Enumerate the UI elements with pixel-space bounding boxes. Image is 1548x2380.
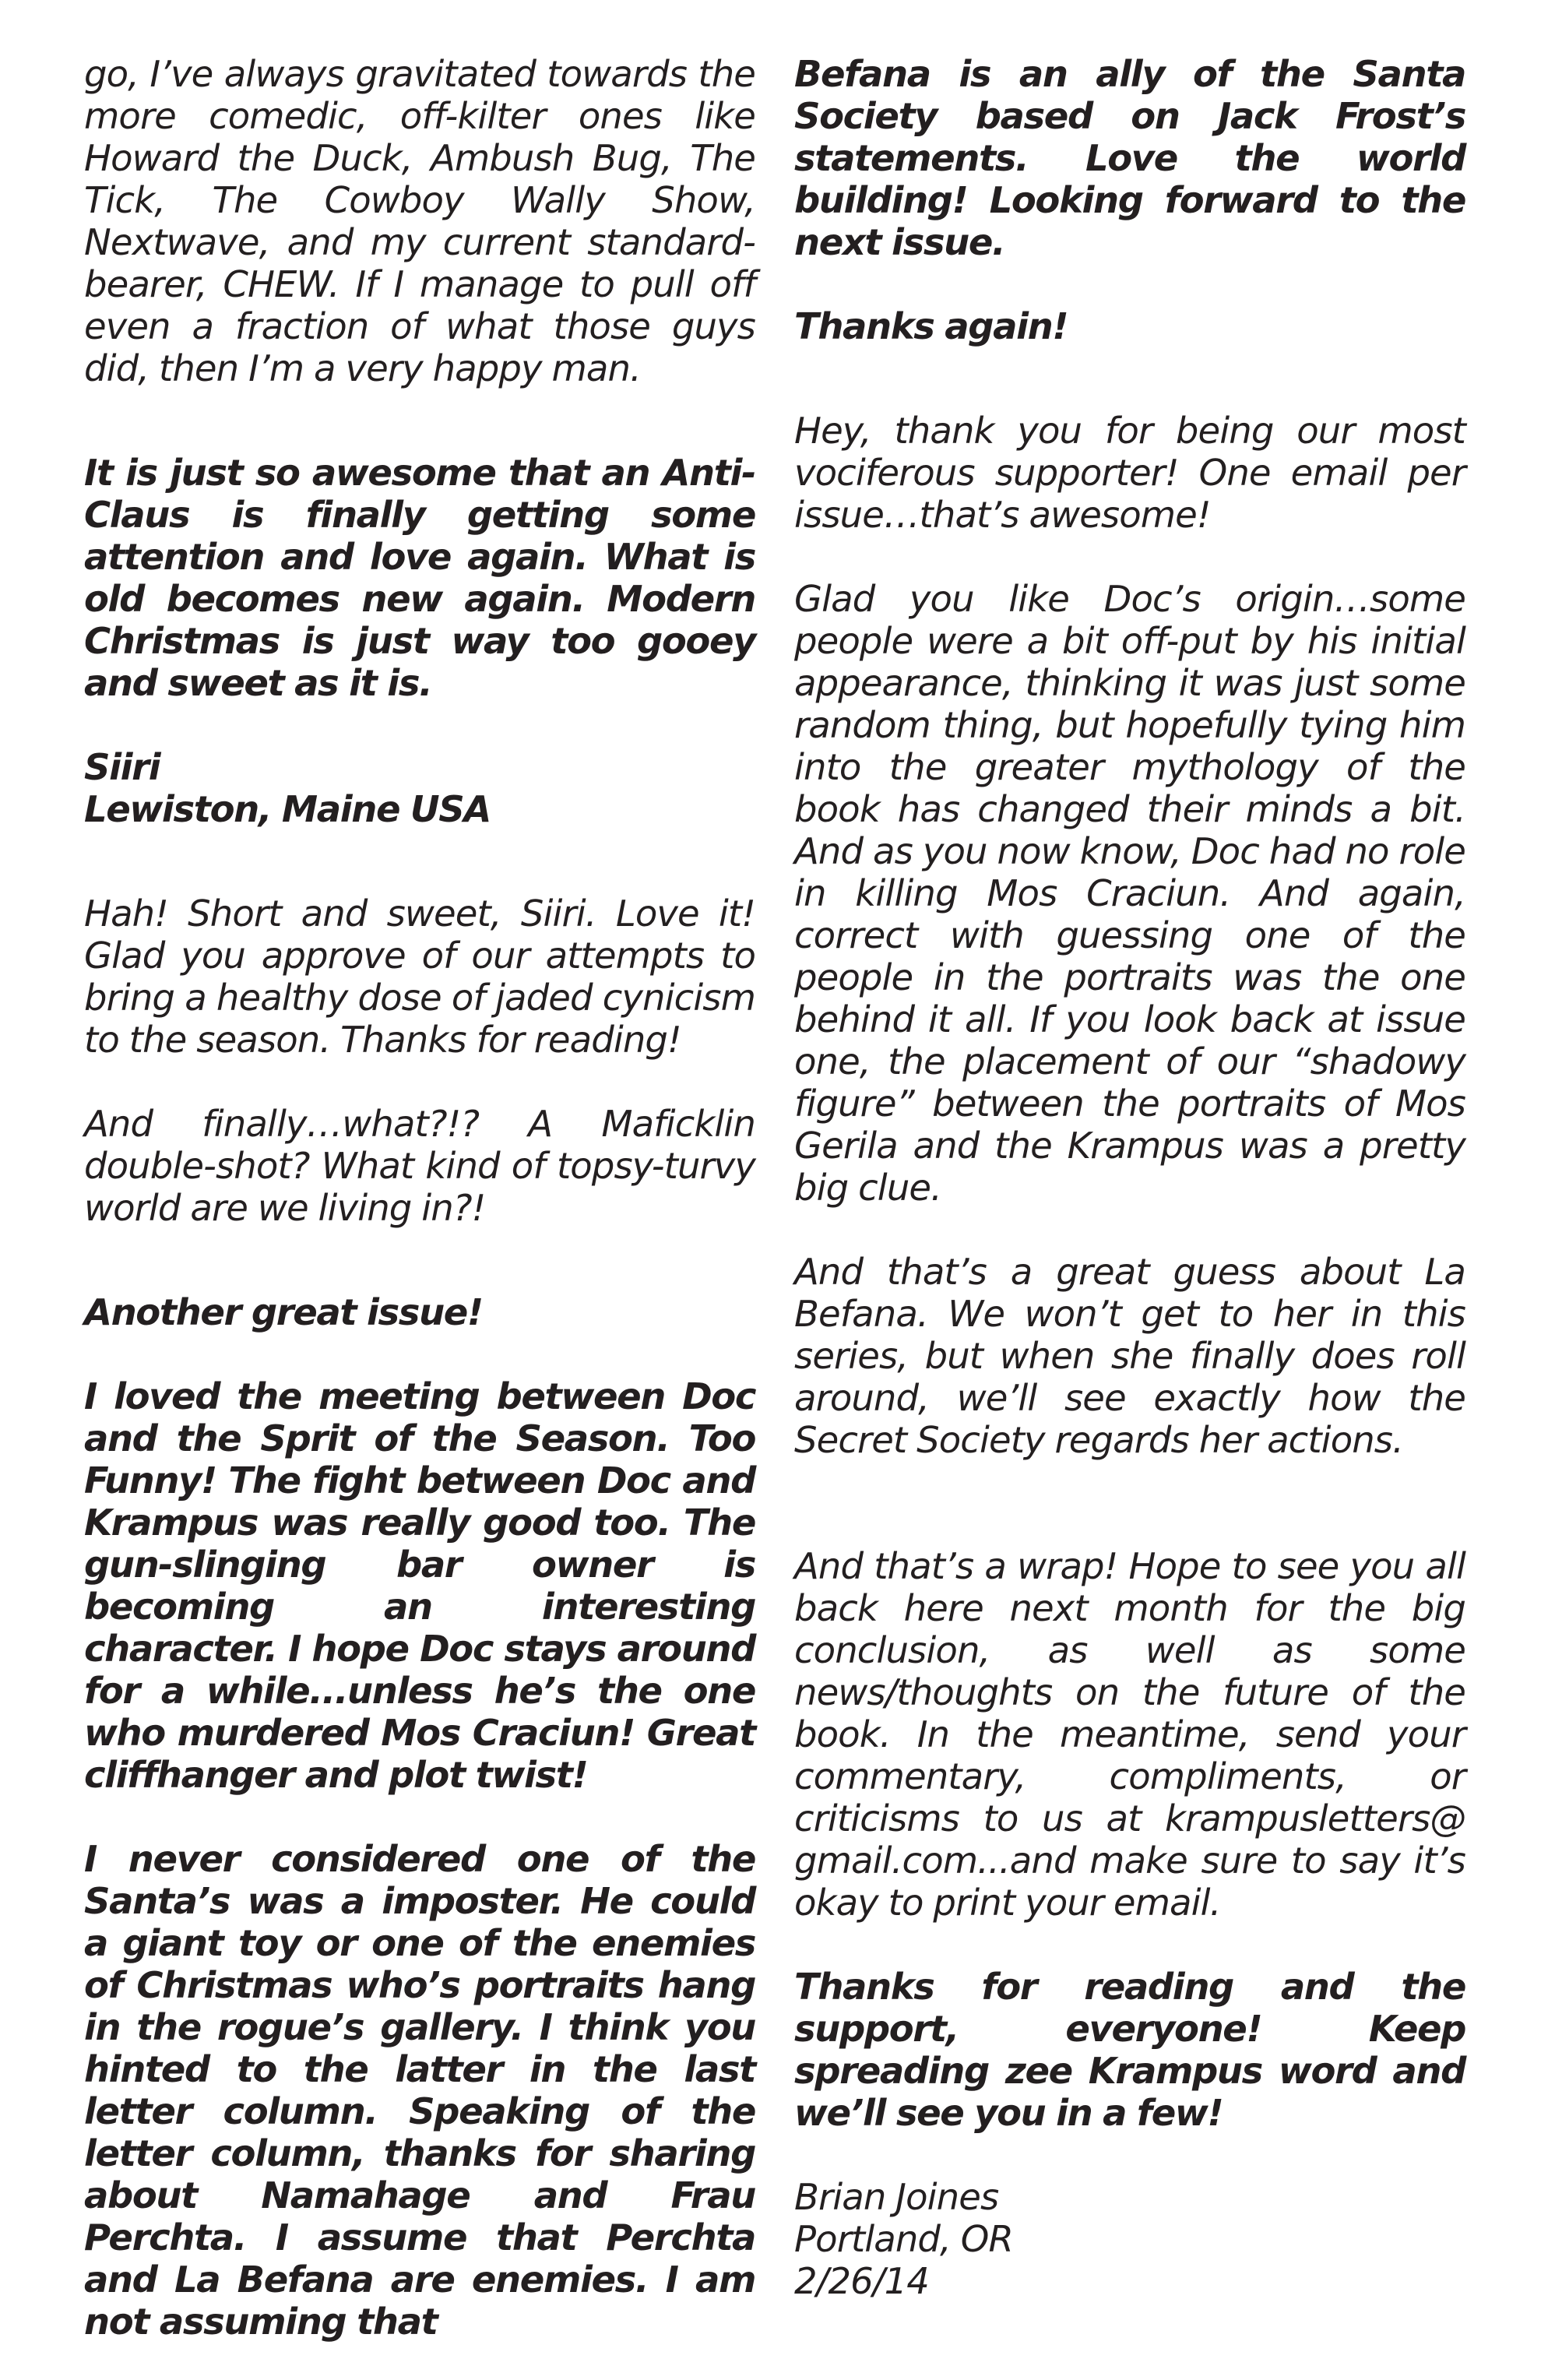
signature-name: Brian Joines (794, 2176, 999, 2218)
siiri-letter: It is just so awesome that an Anti-Claus is finally getting some attention and love again. What is old becomes new again. Modern Christmas is just way too gooey and sweet as it is. (84, 452, 755, 704)
left-column (84, 53, 755, 2343)
siiri-name: Siiri (84, 746, 160, 788)
signature-date: 2/26/14 (794, 2260, 929, 2302)
letter2-signoff: Thanks again! (794, 305, 1068, 347)
signature-city: Portland, OR (794, 2218, 1013, 2260)
right-column (794, 53, 1465, 2302)
reply-paragraph-2: Glad you like Doc’s origin…some people were a bit off-put by his initial appearance, thinking it was just some random thing, but hopefully tying him into the greater mythology of the book has changed their minds a bit. And as you now know, Doc had no role in killing Mos Craciun. And again, correct with guessing one of the people in the portraits was the one behind it all. If you look back at issue one, the placement of our “shadowy figure” between the portraits of Mos Gerila and the Krampus was a pretty big clue. (794, 578, 1465, 1209)
letter2-paragraph-1: I loved the meeting between Doc and the Sprit of the Season. Too Funny! The fight between Doc and Krampus was really good too. The gun-slinging bar owner is becoming an interesting character. I hope Doc stays around for a while...unless he’s the one who murdered Mos Craciun! Great cliffhanger and plot twist! (84, 1375, 755, 1796)
reply-maficklin: And finally…what?!? A Maficklin double-shot? What kind of topsy-turvy world are we living in?! (84, 1103, 755, 1229)
reply-paragraph-1: Hey, thank you for being our most vociferous supporter! One email per issue…that’s awesome! (794, 410, 1465, 536)
siiri-location: Lewiston, Maine USA (84, 788, 491, 830)
letter2-paragraph-2: I never considered one of the Santa’s was a imposter. He could a giant toy or one of the enemies of Christmas who’s portraits hang in the rogue’s gallery. I think you hinted to the latter in the last letter column. Speaking of the letter column, thanks for sharing about Namahage and Frau Perchta. I assume that Perchta and La Befana are enemies. I am not assuming that (84, 1838, 755, 2343)
reply-paragraph-3: And that’s a great guess about La Befana. We won’t get to her in this series, but when she finally does roll around, we’ll see exactly how the Secret Society regards her actions. (794, 1251, 1465, 1461)
letter2-opening: Another great issue! (84, 1291, 483, 1333)
wrap-paragraph-1: And that’s a wrap! Hope to see you all back here next month for the big conclusion, as well as some news/thoughts on the future of the book. In the meantime, send your commentary, compliments, or criticisms to us at krampusletters@ gmail.com...and make sure to say it’s okay to print your email. (794, 1545, 1465, 1924)
intro-paragraph: go, I’ve always gravitated towards the more comedic, off-kilter ones like Howard the Duck, Ambush Bug, The Tick, The Cowboy Wally Show, Nextwave, and my current standard-bearer, CHEW. If I manage to pull off even a fraction of what those guys did, then I’m a very happy man. (84, 53, 755, 389)
wrap-paragraph-2: Thanks for reading and the support, everyone! Keep spreading zee Krampus word and we’ll see you in a few! (794, 1966, 1465, 2134)
letter2-paragraph-2-continued: Befana is an ally of the Santa Society based on Jack Frost’s statements. Love the world building! Looking forward to the next issue. (794, 53, 1465, 263)
reply-siiri: Hah! Short and sweet, Siiri. Love it! Glad you approve of our attempts to bring a healthy dose of jaded cynicism to the season. Thanks for reading! (84, 892, 755, 1061)
